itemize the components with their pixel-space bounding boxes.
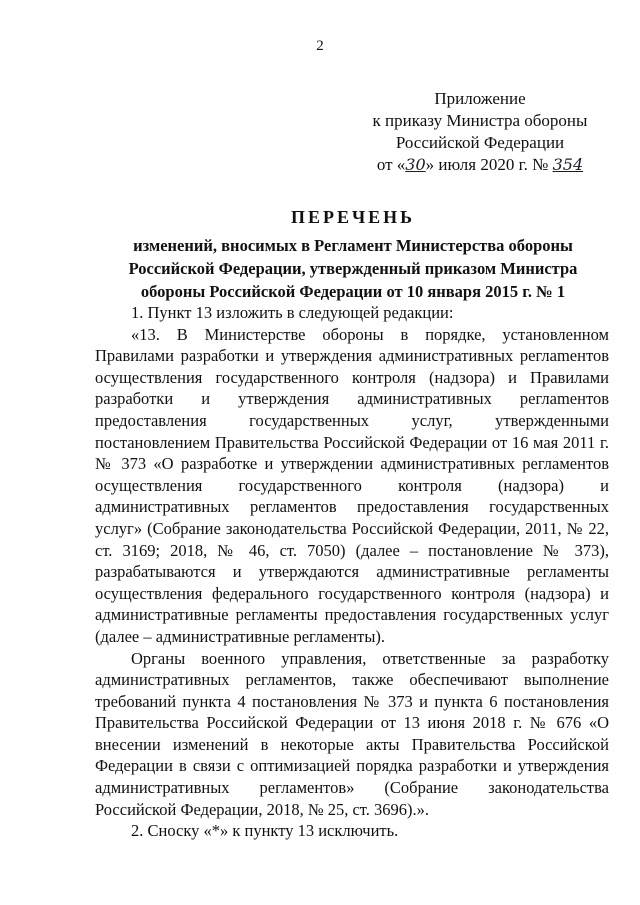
paragraph-item-13-text: «13. В Министерстве обороны в порядке, установленном Правилами разработки и утверждения административных реглаmентов осуществления государственного контроля (надзора) и Правилами разработки и утверждения административных реглаmентов предоставления государственных услуг, утвержденными постановлением Правительства Российской Федерации от 16 мая 2011 г. № 373 «О разработке и утверждении административных регламентов осуществления государственного контроля (надзора) и административных регламентов предоставления государственных услуг» (Собрание законодательства Российской Федерации, 2011, № 22, ст. 3169; 2018, № 46, ст. 7050) (далее – постановление № 373), разрабатываются и утверждаются административные регламенты осуществления федерального государственного контроля (надзора) и административные регламенты предоставления государственных услуг (далее – административные регламенты). xyxy=(95,324,609,646)
page-number: 2 xyxy=(316,38,324,54)
document-subtitle: изменений, вносимых в Регламент Министерства обороны Российской Федерации, утвержденный приказом Министра обороны Российской Федерации от 10 января 2015 г. № 1 xyxy=(128,236,578,301)
document-heading xyxy=(118,206,588,303)
date-middle: » июля 2020 г. № xyxy=(425,155,553,174)
appendix-country: Российской Федерации xyxy=(395,133,565,152)
handwritten-order-number: 354 xyxy=(552,155,584,174)
appendix-header xyxy=(345,88,615,176)
paragraph-item-1: 1. Пункт 13 изложить в следующей редакции: xyxy=(131,303,454,322)
date-prefix: от « xyxy=(376,155,406,174)
document-body xyxy=(95,302,609,842)
appendix-date-line xyxy=(345,154,615,176)
handwritten-day: 30 xyxy=(405,155,426,174)
paragraph-military-bodies: Органы военного управления, ответственные за разработку административных регламентов, также обеспечивают выполнение требований пункта 4 постановления № 373 и пункта 6 постановления Правительства Российской Федерации от 13 июня 2018 г. № 676 «О внесении изменений в некоторые акты Правительства Российской Федерации в связи с оптимизацией порядка разработки и утверждения административных регламентов» (Собрание законодательства Российской Федерации, 2018, № 25, ст. 3696).». xyxy=(95,648,609,819)
appendix-label: Приложение xyxy=(434,89,526,108)
paragraph-item-2: 2. Сноску «*» к пункту 13 исключить. xyxy=(131,821,399,841)
document-title: ПЕРЕЧЕНЬ xyxy=(290,207,416,227)
appendix-order-ref: к приказу Министра обороны xyxy=(372,111,588,130)
